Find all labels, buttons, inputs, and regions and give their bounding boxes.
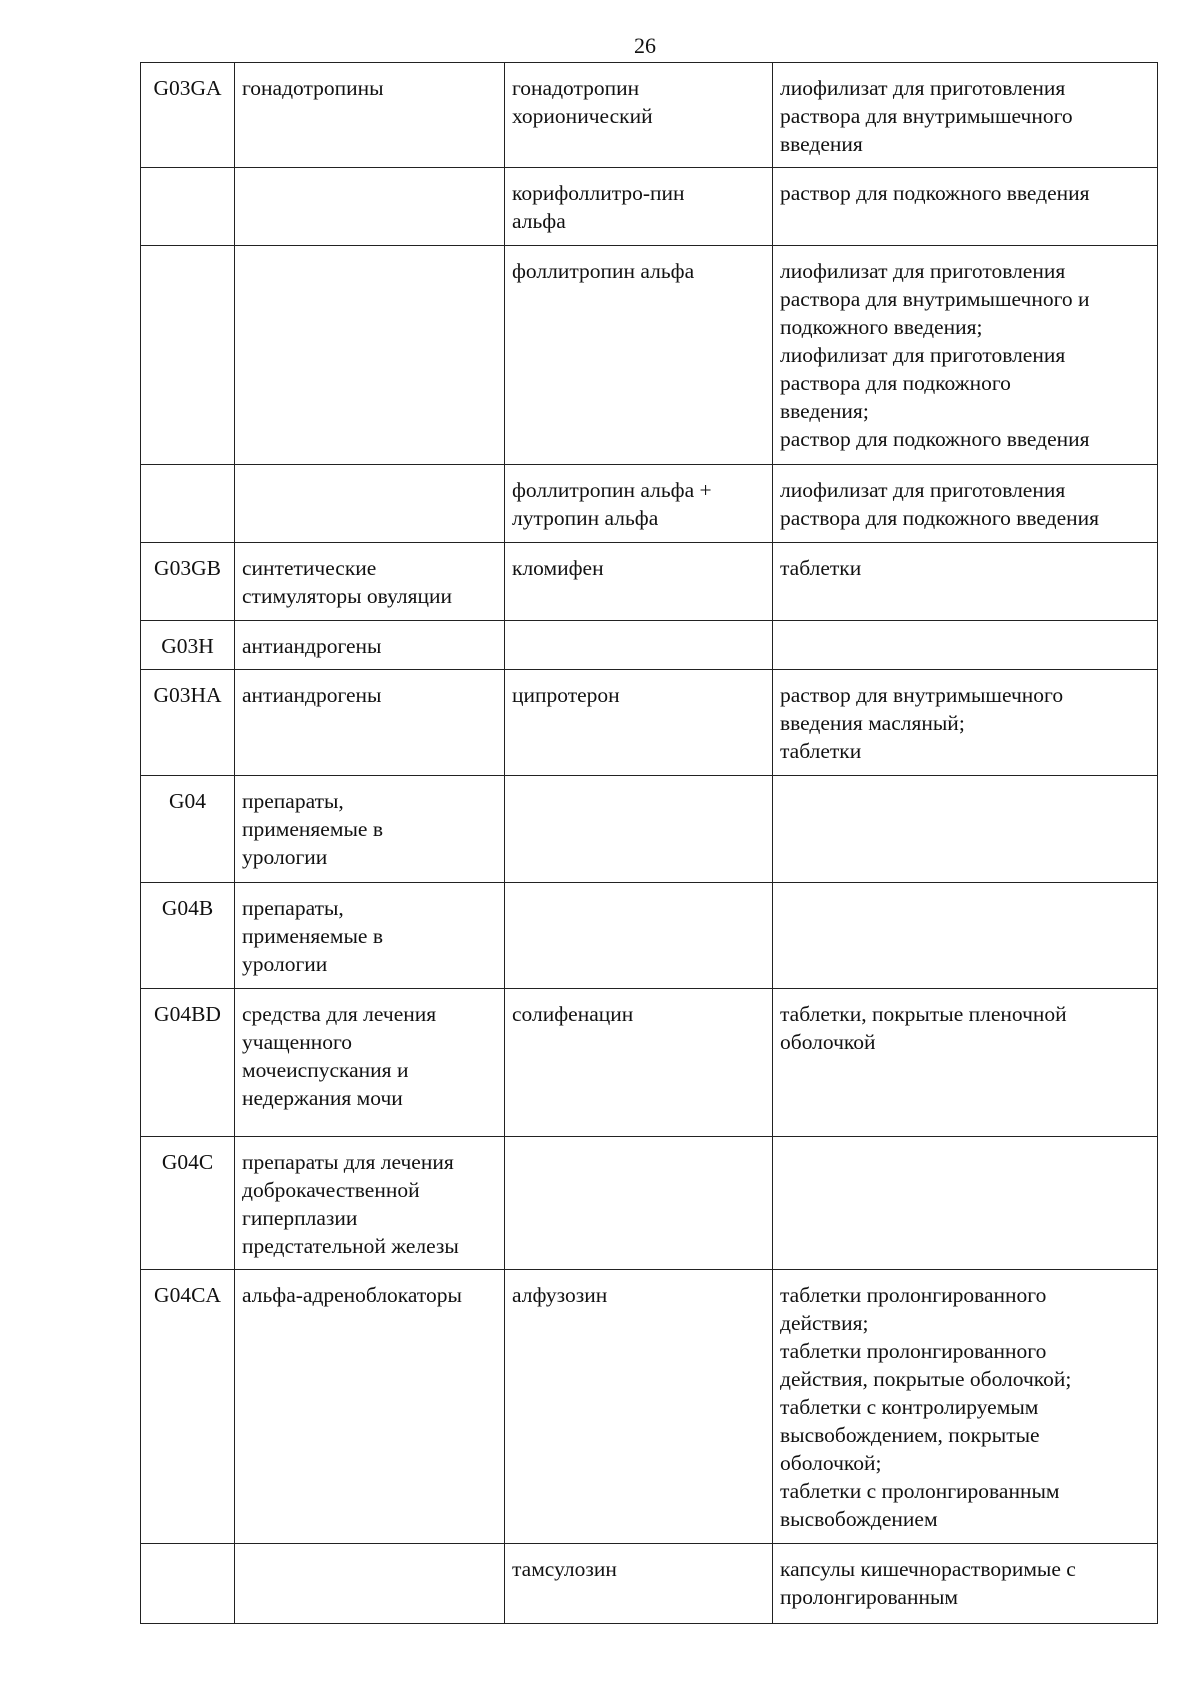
group-name-line: препараты, xyxy=(242,896,344,920)
table-row xyxy=(141,63,1158,168)
atc-code: G03HA xyxy=(153,683,222,707)
group-name-cell xyxy=(235,543,505,621)
drug-name-line: фоллитропин альфа + xyxy=(512,478,712,502)
table-row xyxy=(141,168,1158,246)
drug-name-cell xyxy=(505,543,773,621)
dosage-form-cell xyxy=(773,989,1158,1137)
group-name-cell xyxy=(235,883,505,989)
drug-name-cell xyxy=(505,168,773,246)
group-name-cell xyxy=(235,670,505,776)
group-name-cell xyxy=(235,989,505,1137)
group-name-cell xyxy=(235,1137,505,1270)
dosage-form-cell xyxy=(773,1137,1158,1270)
atc-code-cell xyxy=(141,670,235,776)
dosage-form-line: таблетки пролонгированного xyxy=(780,1283,1047,1307)
drug-name-line: кломифен xyxy=(512,556,604,580)
group-name-cell xyxy=(235,1544,505,1624)
group-name-line: гонадотропины xyxy=(242,76,384,100)
dosage-form-line: оболочкой; xyxy=(780,1451,882,1475)
dosage-form-line: таблетки xyxy=(780,739,862,763)
drug-name-cell xyxy=(505,1270,773,1544)
dosage-form-cell xyxy=(773,670,1158,776)
drug-name-cell xyxy=(505,621,773,670)
atc-code: G04B xyxy=(161,896,214,920)
dosage-form-line: раствора для подкожного xyxy=(780,371,1011,395)
group-name-line: антиандрогены xyxy=(242,683,382,707)
dosage-form-cell xyxy=(773,1270,1158,1544)
atc-code-cell xyxy=(141,465,235,543)
atc-code-cell xyxy=(141,543,235,621)
page-number: 26 xyxy=(634,33,656,58)
drug-name-cell xyxy=(505,246,773,465)
drug-name-cell xyxy=(505,776,773,883)
dosage-form-line: пролонгированным xyxy=(780,1585,959,1609)
atc-code: G03GA xyxy=(153,76,222,100)
group-name-line: учащенного xyxy=(242,1030,352,1054)
group-name-line: урологии xyxy=(242,845,328,869)
dosage-form-cell xyxy=(773,1544,1158,1624)
dosage-form-line: подкожного введения; xyxy=(780,315,983,339)
group-name-line: предстательной железы xyxy=(242,1234,459,1258)
table-row xyxy=(141,670,1158,776)
group-name-line: урологии xyxy=(242,952,328,976)
group-name-line: применяемые в xyxy=(242,817,383,841)
dosage-form-line: лиофилизат для приготовления xyxy=(780,259,1066,283)
atc-code-cell xyxy=(141,989,235,1137)
drug-name-line: корифоллитро-пин xyxy=(512,181,685,205)
atc-code-cell xyxy=(141,621,235,670)
drug-name-line: фоллитропин альфа xyxy=(512,259,695,283)
group-name-line: гиперплазии xyxy=(242,1206,358,1230)
group-name-line: доброкачественной xyxy=(242,1178,420,1202)
group-name-line: антиандрогены xyxy=(242,634,382,658)
atc-code-cell xyxy=(141,63,235,168)
group-name-cell xyxy=(235,63,505,168)
table-row xyxy=(141,1137,1158,1270)
dosage-form-line: раствор для внутримышечного xyxy=(780,683,1064,707)
group-name-line: альфа-адреноблокаторы xyxy=(242,1283,462,1307)
group-name-cell xyxy=(235,1270,505,1544)
dosage-form-line: лиофилизат для приготовления xyxy=(780,76,1066,100)
atc-code-cell xyxy=(141,776,235,883)
table-row xyxy=(141,543,1158,621)
atc-code: G04C xyxy=(161,1150,214,1174)
drug-name-cell xyxy=(505,63,773,168)
group-name-line: применяемые в xyxy=(242,924,383,948)
dosage-form-line: таблетки, покрытые пленочной xyxy=(780,1002,1067,1026)
atc-code: G03H xyxy=(161,634,214,658)
group-name-cell xyxy=(235,465,505,543)
atc-code-cell xyxy=(141,1137,235,1270)
group-name-line: недержания мочи xyxy=(242,1086,403,1110)
group-name-line: препараты, xyxy=(242,789,344,813)
dosage-form-line: лиофилизат для приготовления xyxy=(780,343,1066,367)
drug-name-line: тамсулозин xyxy=(512,1557,617,1581)
atc-code-cell xyxy=(141,1270,235,1544)
group-name-line: мочеиспускания и xyxy=(242,1058,409,1082)
group-name-line: стимуляторы овуляции xyxy=(242,584,453,608)
drug-name-line: альфа xyxy=(512,209,566,233)
dosage-form-line: оболочкой xyxy=(780,1030,876,1054)
dosage-form-line: капсулы кишечнорастворимые с xyxy=(780,1557,1076,1581)
group-name-line: препараты для лечения xyxy=(242,1150,454,1174)
dosage-form-cell xyxy=(773,621,1158,670)
drug-table xyxy=(140,62,1158,1624)
dosage-form-cell xyxy=(773,246,1158,465)
drug-name-cell xyxy=(505,883,773,989)
group-name-line: средства для лечения xyxy=(242,1002,437,1026)
dosage-form-line: раствора для внутримышечного и xyxy=(780,287,1090,311)
dosage-form-cell xyxy=(773,465,1158,543)
drug-name-line: солифенацин xyxy=(512,1002,634,1026)
table-row xyxy=(141,1270,1158,1544)
drug-name-cell xyxy=(505,1544,773,1624)
table-row xyxy=(141,989,1158,1137)
drug-name-line: лутропин альфа xyxy=(512,506,659,530)
drug-name-line: хорионический xyxy=(512,104,653,128)
dosage-form-line: таблетки с пролонгированным xyxy=(780,1479,1060,1503)
dosage-form-line: лиофилизат для приготовления xyxy=(780,478,1066,502)
drug-name-line: ципротерон xyxy=(512,683,620,707)
dosage-form-line: введения; xyxy=(780,399,869,423)
atc-code-cell xyxy=(141,883,235,989)
dosage-form-cell xyxy=(773,543,1158,621)
dosage-form-cell xyxy=(773,776,1158,883)
atc-code-cell xyxy=(141,168,235,246)
drug-name-cell xyxy=(505,465,773,543)
atc-code: G03GB xyxy=(154,556,221,580)
table-row xyxy=(141,776,1158,883)
drug-name-line: гонадотропин xyxy=(512,76,640,100)
atc-code: G04BD xyxy=(154,1002,221,1026)
dosage-form-line: раствор для подкожного введения xyxy=(780,181,1090,205)
dosage-form-line: таблетки пролонгированного xyxy=(780,1339,1047,1363)
dosage-form-line: действия; xyxy=(780,1311,869,1335)
drug-name-cell xyxy=(505,670,773,776)
group-name-cell xyxy=(235,246,505,465)
table-row xyxy=(141,621,1158,670)
dosage-form-cell xyxy=(773,168,1158,246)
drug-name-cell xyxy=(505,989,773,1137)
table-body xyxy=(141,63,1158,1624)
group-name-cell xyxy=(235,168,505,246)
atc-code-cell xyxy=(141,1544,235,1624)
drug-name-line: алфузозин xyxy=(512,1283,608,1307)
dosage-form-line: таблетки с контролируемым xyxy=(780,1395,1039,1419)
dosage-form-line: введения xyxy=(780,132,863,156)
table-row xyxy=(141,883,1158,989)
table-row xyxy=(141,465,1158,543)
dosage-form-line: введения масляный; xyxy=(780,711,965,735)
table-row xyxy=(141,246,1158,465)
dosage-form-line: раствора для подкожного введения xyxy=(780,506,1100,530)
dosage-form-cell xyxy=(773,883,1158,989)
dosage-form-line: высвобождением xyxy=(780,1507,938,1531)
atc-code-cell xyxy=(141,246,235,465)
table-row xyxy=(141,1544,1158,1624)
dosage-form-line: высвобождением, покрытые xyxy=(780,1423,1040,1447)
dosage-form-line: раствор для подкожного введения xyxy=(780,427,1090,451)
dosage-form-line: таблетки xyxy=(780,556,862,580)
dosage-form-line: раствора для внутримышечного xyxy=(780,104,1073,128)
dosage-form-cell xyxy=(773,63,1158,168)
atc-code: G04CA xyxy=(154,1283,221,1307)
atc-code: G04 xyxy=(168,789,207,813)
drug-name-cell xyxy=(505,1137,773,1270)
dosage-form-line: действия, покрытые оболочкой; xyxy=(780,1367,1072,1391)
group-name-line: синтетические xyxy=(242,556,377,580)
group-name-cell xyxy=(235,776,505,883)
group-name-cell xyxy=(235,621,505,670)
